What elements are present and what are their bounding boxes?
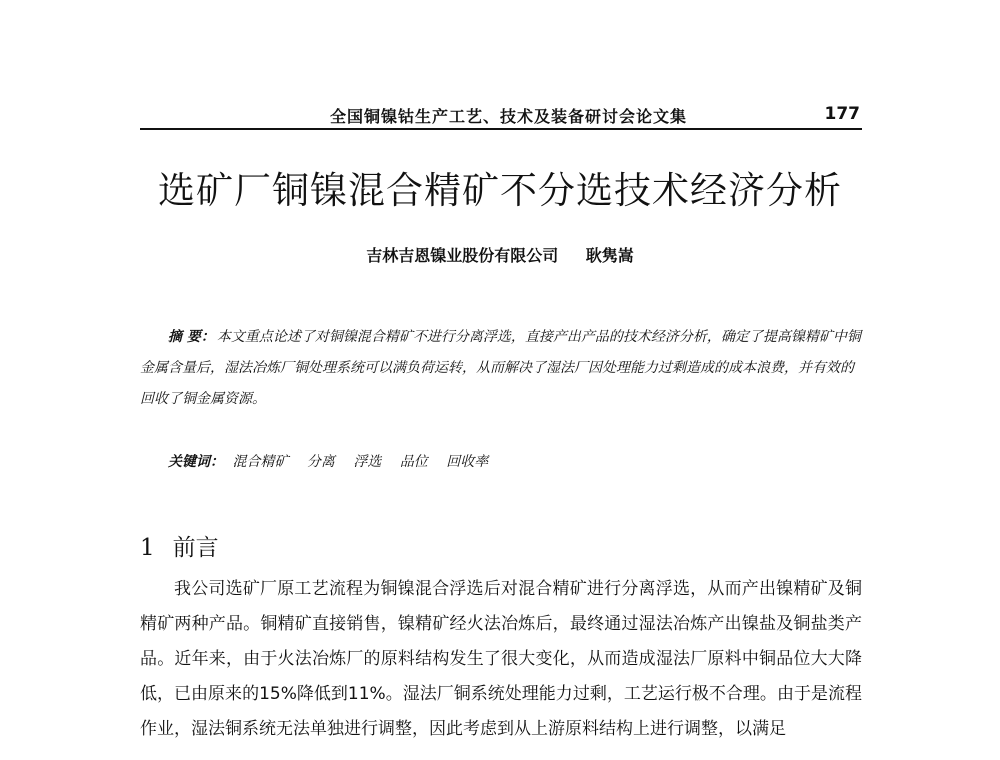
keyword-item: 回收率 bbox=[446, 454, 489, 470]
author-affiliation: 吉林吉恩镍业股份有限公司 bbox=[366, 246, 559, 265]
abstract-text: 本文重点论述了对铜镍混合精矿不进行分离浮选，直接产出产品的技术经济分析，确定了提高镍精矿中铜金属含量后，湿法冶炼厂铜处理系统可以满负荷运转，从而解决了湿法厂因处理能力过剩造成的成本浪费，并有效的回收了铜金属资源。 bbox=[140, 329, 861, 407]
abstract bbox=[140, 322, 862, 415]
paper-title: 选矿厂铜镍混合精矿不分选技术经济分析 bbox=[158, 169, 842, 212]
keywords bbox=[168, 451, 502, 471]
keyword-item: 品位 bbox=[399, 454, 428, 470]
running-header bbox=[140, 104, 862, 130]
running-title: 全国铜镍钴生产工艺、技术及装备研讨会论文集 bbox=[330, 107, 688, 126]
keyword-item: 混合精矿 bbox=[232, 454, 289, 470]
keyword-item: 浮选 bbox=[353, 454, 382, 470]
keyword-item: 分离 bbox=[306, 454, 335, 470]
author-name: 耿隽嵩 bbox=[585, 246, 634, 265]
section-title: 前言 bbox=[172, 535, 219, 561]
author-line bbox=[0, 243, 1000, 266]
abstract-label: 摘 要： bbox=[168, 329, 215, 345]
body-paragraph: 我公司选矿厂原工艺流程为铜镍混合浮选后对混合精矿进行分离浮选，从而产出镍精矿及铜精矿两种产品。铜精矿直接销售，镍精矿经火法冶炼后，最终通过湿法冶炼产出镍盐及铜盐类产品。近年来，由于火法冶炼厂的原料结构发生了很大变化，从而造成湿法厂原料中铜品位大大降低，已由原来的15%降低到11%。湿法厂铜系统处理能力过剩，工艺运行极不合理。由于是流程作业，湿法铜系统无法单独进行调整，因此考虑到从上游原料结构上进行调整，以满足 bbox=[140, 579, 862, 739]
section-heading bbox=[140, 529, 219, 562]
section-number: 1 bbox=[140, 535, 155, 561]
keywords-label: 关键词： bbox=[168, 454, 224, 470]
header-rule bbox=[140, 128, 862, 130]
page-number: 177 bbox=[824, 104, 860, 124]
